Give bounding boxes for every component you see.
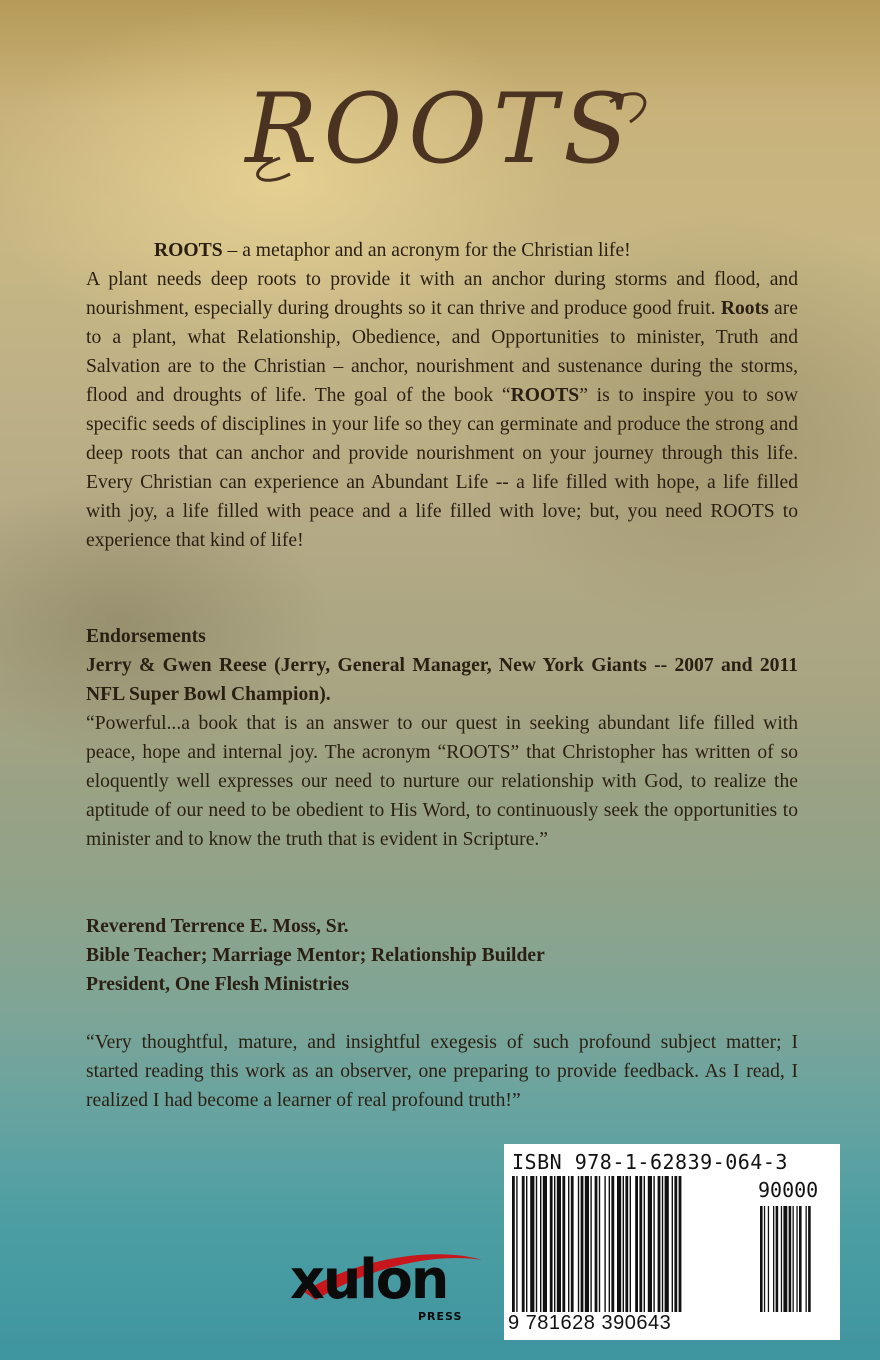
endorsements-heading: Endorsements [86,626,206,647]
endorsements [86,622,798,854]
endorser-2-name: Reverend Terrence E. Moss, Sr. [86,916,349,937]
publisher-imprint: PRESS [418,1310,463,1323]
book-title: ROOTS [245,73,635,185]
barcode-bars [512,1176,832,1316]
intro-lead [86,236,798,265]
title-script [220,62,660,202]
endorsement-quote-1: “Powerful...a book that is an answer to our quest in seeking abundant life filled with peace, hope and internal joy. The acronym “ROOTS” that Christopher has written of so eloquently well expresses our need to nurture our relationship with God, to realize the aptitude of our need to be obedient to His Word, to continuously seek the opportunities to minister and to know the truth that is evident in Scripture.” [86,713,798,850]
endorser-1: Jerry & Gwen Reese (Jerry, General Manager, New York Giants -- 2007 and 2011 NFL Super Bowl Champion). [86,655,798,705]
endorsement-quote-2: “Very thoughtful, mature, and insightful exegesis of such profound subject matter; I started reading this work as an observer, one preparing to provide feedback. As I read, I realized I had become a learner of real profound truth!” [86,1032,798,1111]
isbn-barcode [504,1144,840,1340]
intro-text-b: are to a plant, what Relationship, Obedience, and Opportunities to minister, Truth and Salvation are to the Christian – anchor, nourishment and sustenance during the storms, flood and droughts of life. The goal of the book “ [86,298,798,406]
isbn-label: ISBN 978-1-62839-064-3 [512,1150,788,1174]
publisher-logo [286,1240,488,1326]
price-code: 90000 [758,1178,819,1202]
intro-text-c: ” is to inspire you to sow specific seeds of disciplines in your life so they can germinate and produce the strong and deep roots that can anchor and provide nourishment on your journey through this life. Every Christian can experience an Abundant Life -- a life filled with hope, a life filled with joy, a life filled with peace and a life filled with love; but, you need ROOTS to experience that kind of life! [86,385,798,551]
endorser-2 [86,912,798,999]
intro-lead-bold: ROOTS [154,240,223,261]
ean-number: 9 781628 390643 [508,1312,672,1334]
intro-lead-rest: – a metaphor and an acronym for the Christian life! [222,240,631,261]
intro-bold-roots-2: ROOTS [510,385,580,406]
intro-text-a: A plant needs deep roots to provide it with an anchor during storms and flood, and nourishment, especially during droughts so it can thrive and produce good fruit. [86,269,798,319]
publisher-name: xulon [290,1248,448,1311]
intro-paragraph [86,265,798,555]
intro-bold-roots: Roots [720,298,769,319]
description [86,236,798,555]
endorser-2-org: President, One Flesh Ministries [86,974,350,995]
endorser-2-role: Bible Teacher; Marriage Mentor; Relationship Builder [86,945,545,966]
